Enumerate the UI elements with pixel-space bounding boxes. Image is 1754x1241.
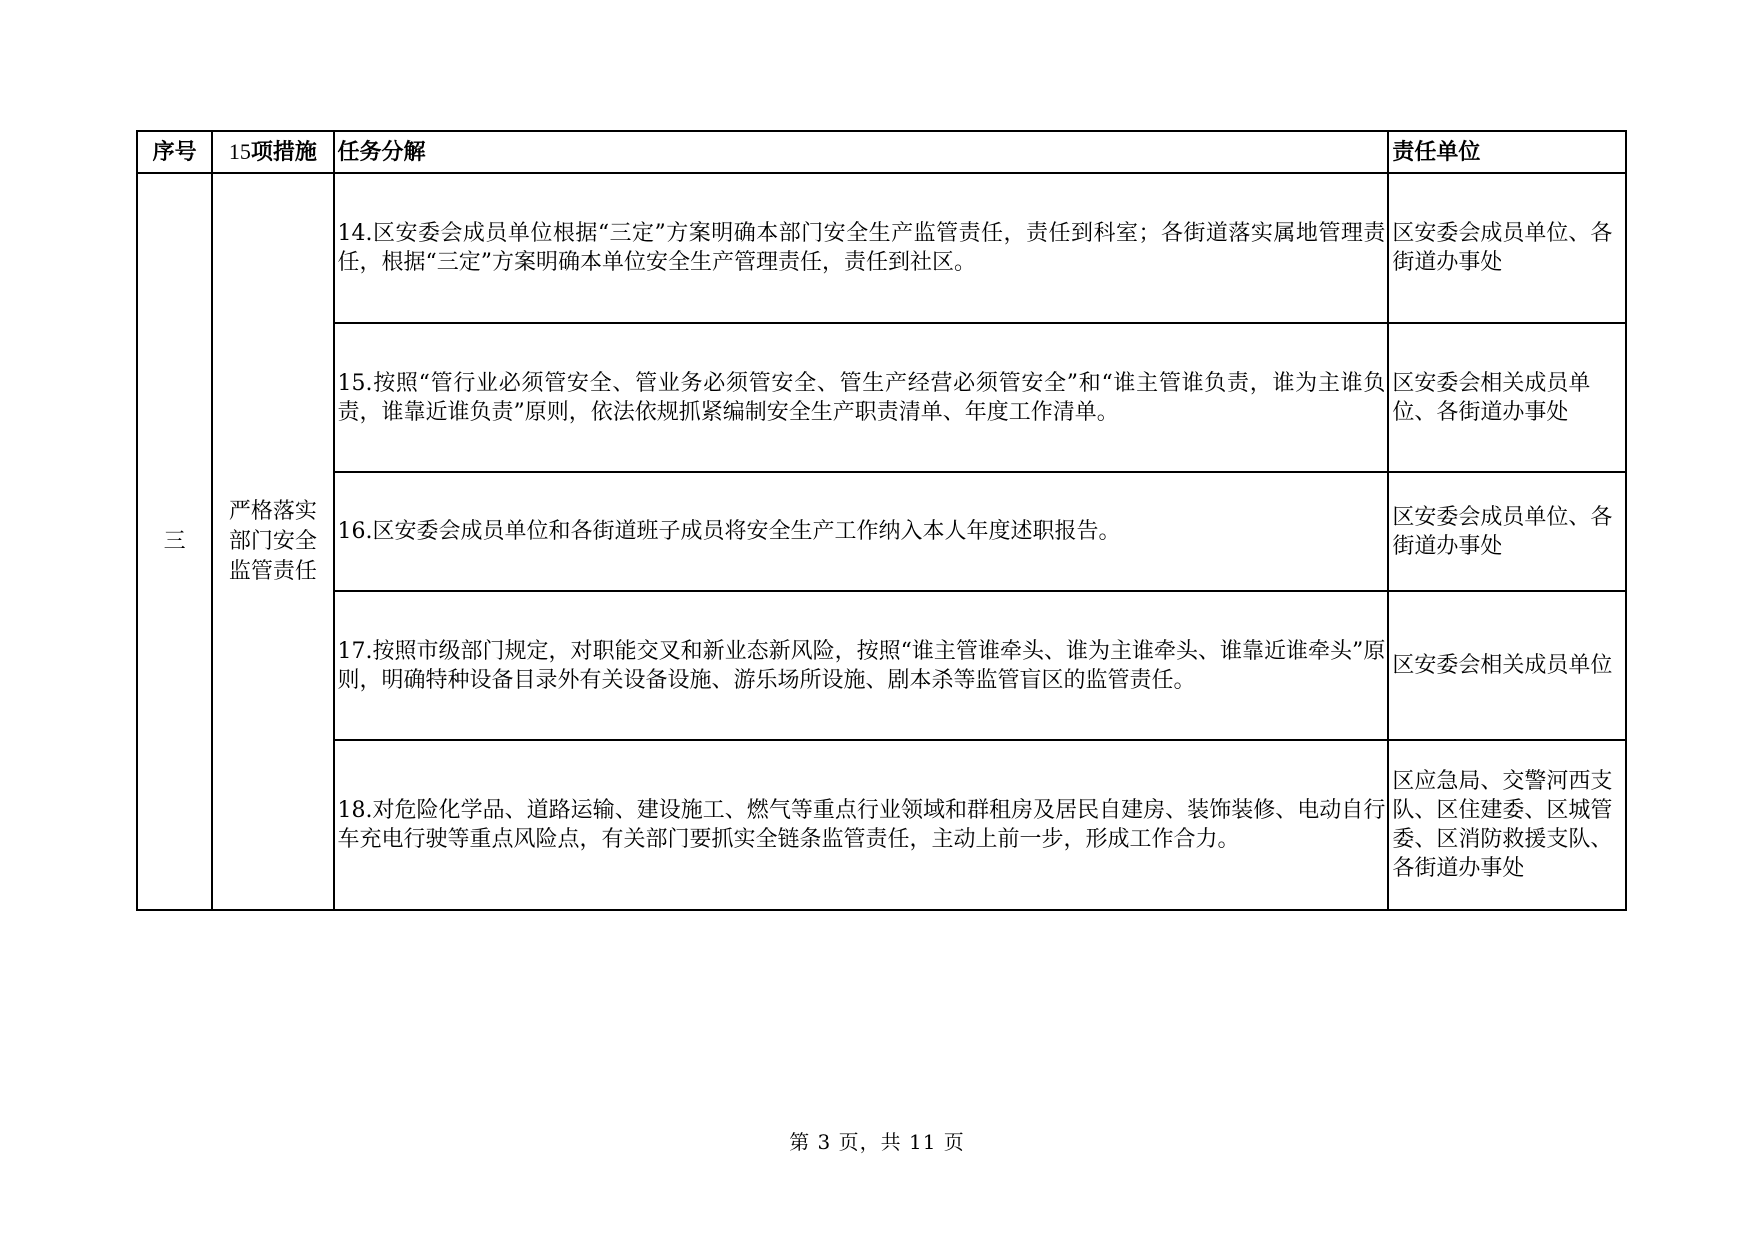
- task-cell: 16.区安委会成员单位和各街道班子成员将安全生产工作纳入本人年度述职报告。: [334, 472, 1389, 591]
- header-task: 任务分解: [334, 131, 1389, 173]
- task-cell: 15.按照“管行业必须管安全、管业务必须管安全、管生产经营必须管安全”和“谁主管谁负责，谁为主谁负责，谁靠近谁负责”原则，依法依规抓紧编制安全生产职责清单、年度工作清单。: [334, 323, 1389, 472]
- measure-cell: 严格落实部门安全监管责任: [212, 173, 333, 910]
- task-cell: 17.按照市级部门规定，对职能交叉和新业态新风险，按照“谁主管谁牵头、谁为主谁牵头、谁靠近谁牵头”原则，明确特种设备目录外有关设备设施、游乐场所设施、剧本杀等监管盲区的监管责任。: [334, 591, 1389, 740]
- task-cell: 14.区安委会成员单位根据“三定”方案明确本部门安全生产监管责任，责任到科室；各街道落实属地管理责任，根据“三定”方案明确本单位安全生产管理责任，责任到社区。: [334, 173, 1389, 323]
- unit-cell: 区安委会成员单位、各街道办事处: [1388, 173, 1626, 323]
- unit-cell: 区应急局、交警河西支队、区住建委、区城管委、区消防救援支队、各街道办事处: [1388, 740, 1626, 910]
- measures-table: [136, 130, 1627, 911]
- page-number: 第 3 页，共 11 页: [789, 1130, 965, 1154]
- table-row: [137, 173, 1626, 323]
- table-row: [137, 740, 1626, 910]
- header-measure: [212, 131, 333, 173]
- unit-cell: 区安委会相关成员单位: [1388, 591, 1626, 740]
- table-row: [137, 591, 1626, 740]
- unit-cell: 区安委会相关成员单位、各街道办事处: [1388, 323, 1626, 472]
- header-seq: 序号: [137, 131, 212, 173]
- seq-cell: 三: [137, 173, 212, 910]
- unit-cell: 区安委会成员单位、各街道办事处: [1388, 472, 1626, 591]
- header-row: [137, 131, 1626, 173]
- table-row: [137, 472, 1626, 591]
- header-unit: 责任单位: [1388, 131, 1626, 173]
- table-row: [137, 323, 1626, 472]
- header-measure-count: 15: [228, 139, 251, 164]
- header-measure-label: 项措施: [250, 139, 317, 165]
- task-cell: 18.对危险化学品、道路运输、建设施工、燃气等重点行业领域和群租房及居民自建房、装饰装修、电动自行车充电行驶等重点风险点，有关部门要抓实全链条监管责任，主动上前一步，形成工作合力。: [334, 740, 1389, 910]
